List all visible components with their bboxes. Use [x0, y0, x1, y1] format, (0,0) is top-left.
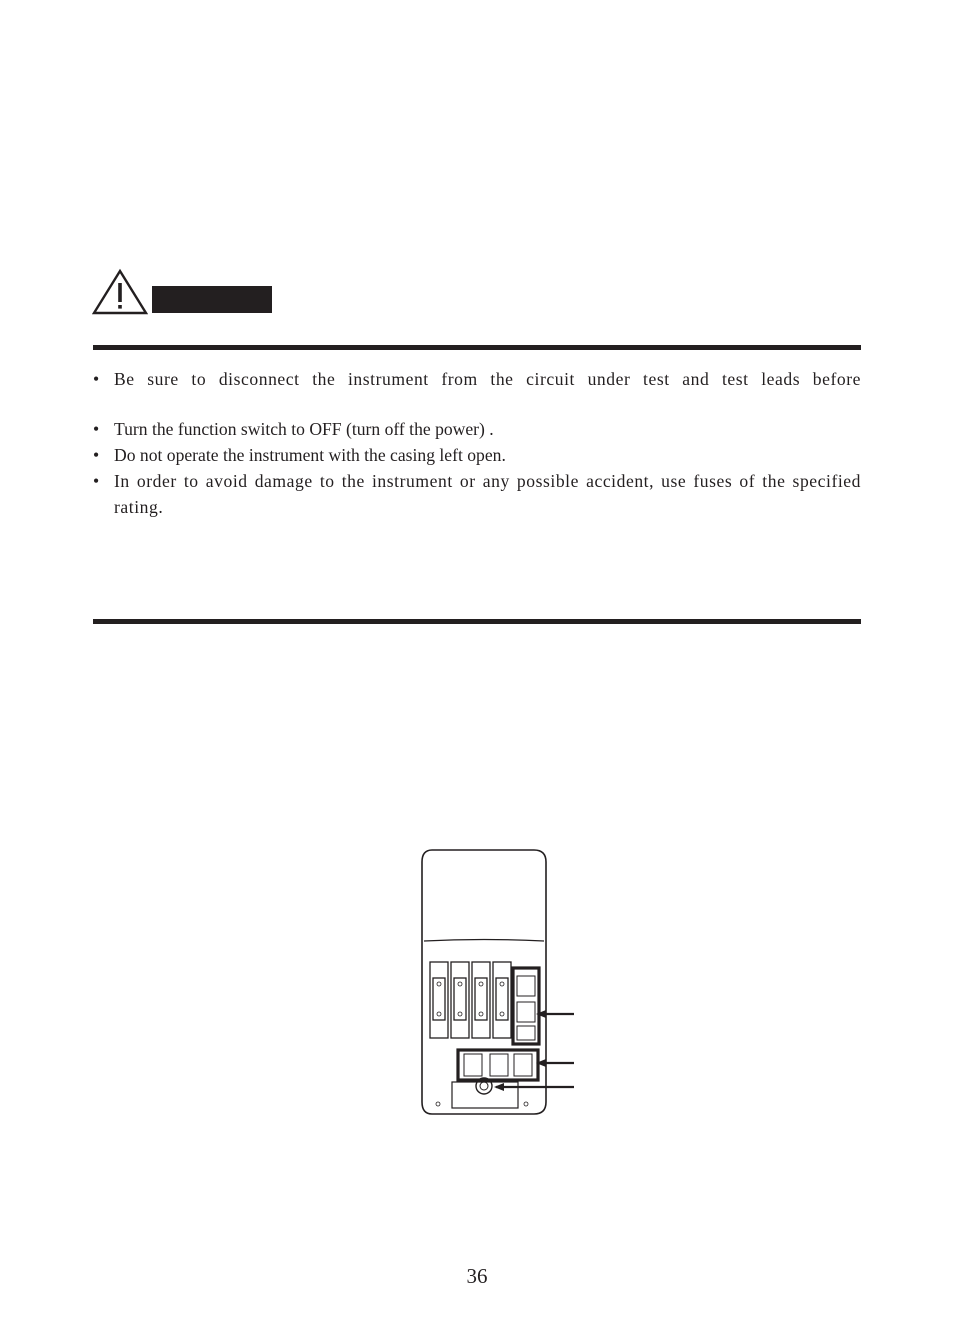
instrument-rear-battery-compartment-icon	[418, 846, 578, 1118]
bullet-marker: •	[93, 419, 100, 439]
list-item-text: Turn the function switch to OFF (turn off the power) .	[114, 419, 494, 439]
list-item	[93, 416, 861, 442]
warning-triangle-icon	[92, 268, 148, 316]
warning-list	[93, 366, 861, 520]
list-item-text: Be sure to disconnect the instrument from the circuit under test and test leads before	[114, 369, 861, 389]
list-item	[93, 468, 861, 520]
list-item-text: Do not operate the instrument with the casing left open.	[114, 445, 506, 465]
bullet-marker: •	[93, 471, 100, 491]
bullet-marker: •	[93, 445, 100, 465]
page-number: 36	[466, 1264, 488, 1288]
section-rule-top	[93, 345, 861, 350]
list-item	[93, 442, 861, 468]
bullet-marker: •	[93, 369, 100, 389]
section-rule-bottom	[93, 619, 861, 624]
warning-label	[152, 286, 272, 313]
list-item-text: In order to avoid damage to the instrument or any possible accident, use fuses of the specified rating.	[114, 471, 861, 517]
list-item	[93, 366, 861, 392]
